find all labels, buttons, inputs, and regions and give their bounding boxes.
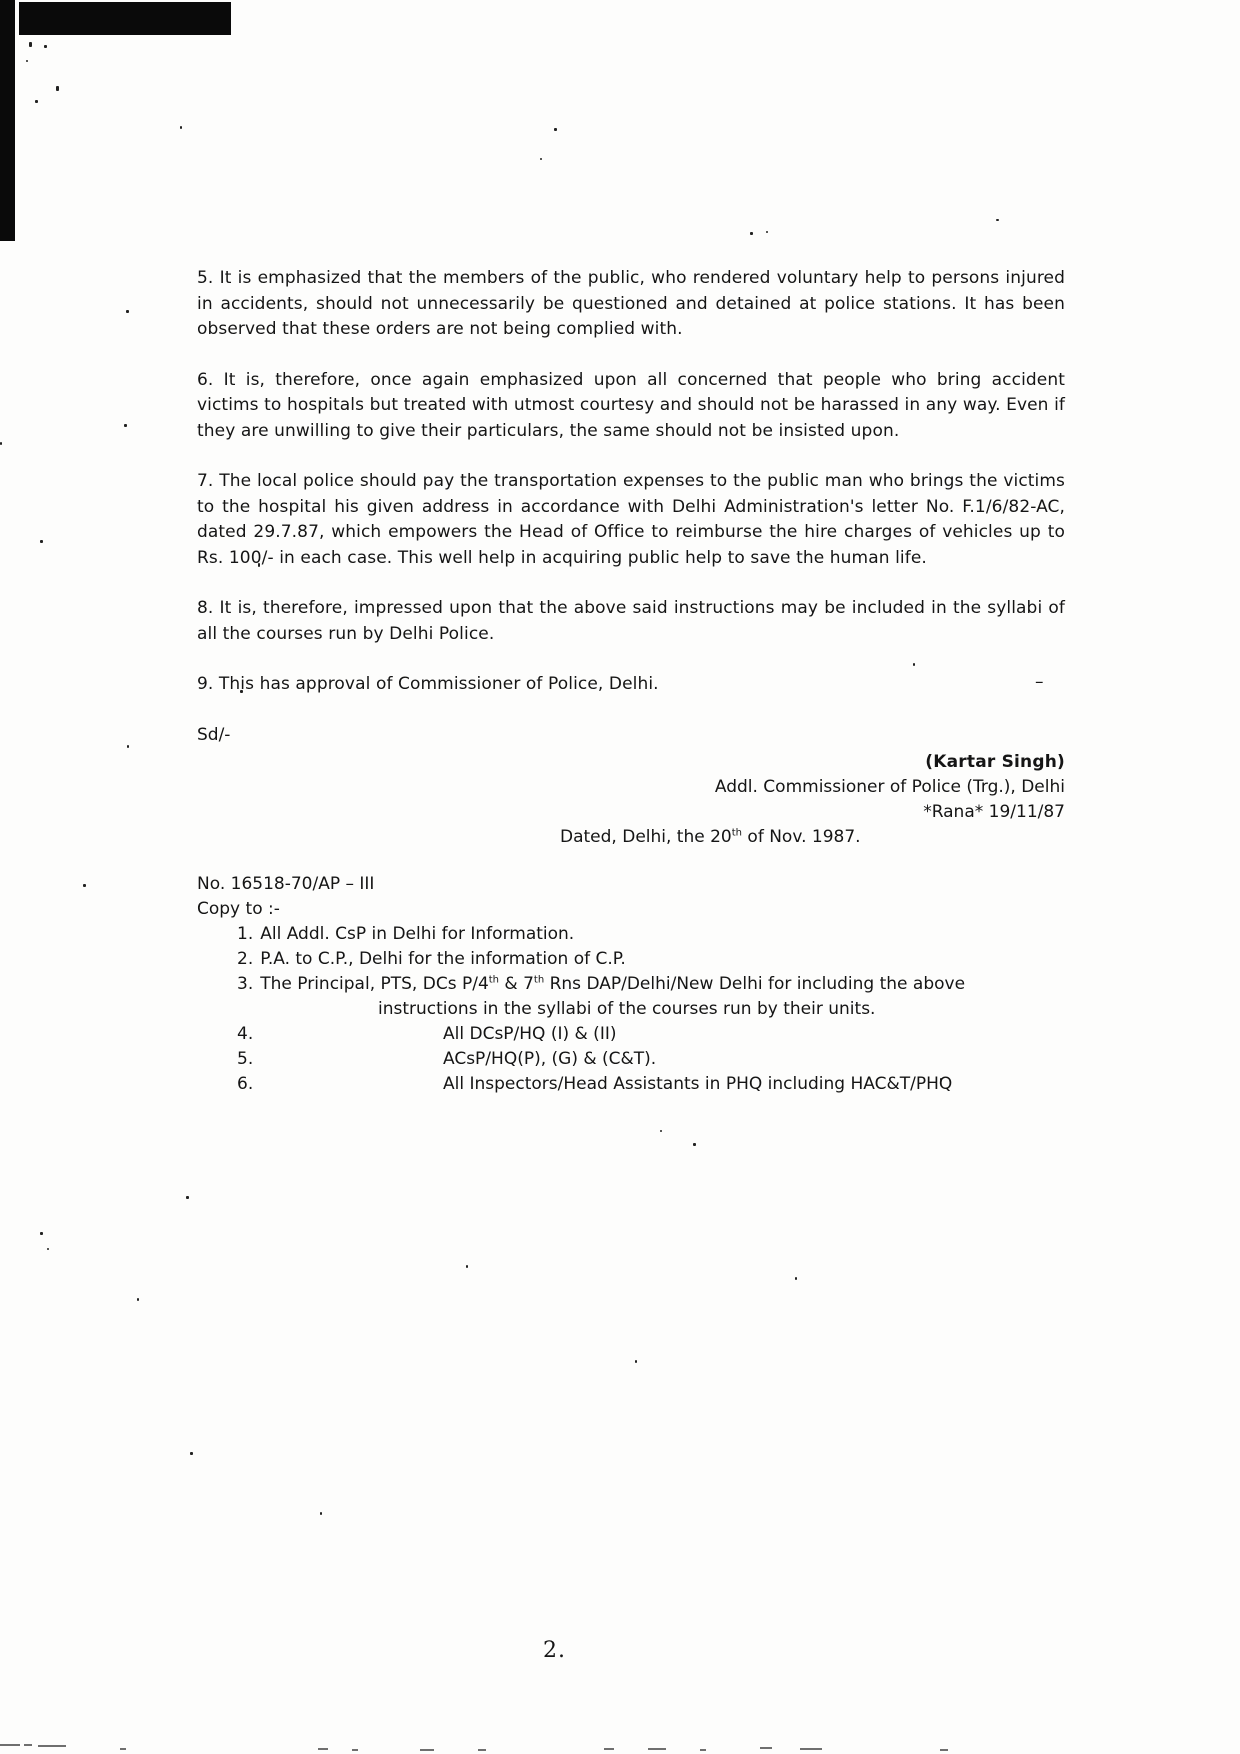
copy-item-number: 3. — [237, 973, 254, 994]
scan-speck — [137, 1298, 139, 1301]
date-superscript: th — [731, 826, 743, 838]
signature-block — [197, 750, 1065, 825]
scan-bottom-dash — [420, 1749, 434, 1751]
scan-speck — [40, 540, 43, 543]
copy-item-number: 4. — [237, 1023, 254, 1044]
paragraph-7: 7. The local police should pay the transportation expenses to the public man who brings the victims to the hospital his given address in accordance with Delhi Administration's letter No. F.1/6/82-AC, dated 29.7.87, which empowers the Head of Office to reimburse the hire charges of vehicles up to Rs. 100/- in each case. This well help in acquiring public help to save the human life. — [197, 471, 1065, 568]
scan-speck — [996, 219, 999, 221]
scan-speck — [540, 158, 542, 160]
copy-item-number: 5. — [237, 1048, 254, 1069]
scan-speck — [56, 86, 59, 91]
scan-speck — [320, 1512, 322, 1515]
copy-item-text: P.A. to C.P., Delhi for the information of C.P. — [260, 948, 626, 969]
scan-bottom-dash — [940, 1749, 948, 1751]
scan-speck — [190, 1452, 193, 1455]
scan-speck — [47, 1248, 49, 1250]
scan-speck — [635, 1360, 637, 1363]
scan-bottom-dash — [478, 1749, 486, 1751]
date-line-text: Dated, Delhi, the 20 — [560, 826, 732, 847]
copy-item-text: ACsP/HQ(P), (G) & (C&T). — [443, 1048, 657, 1069]
page-number: 2. — [543, 1638, 566, 1663]
scan-speck — [466, 1265, 468, 1268]
date-line-rest: of Nov. 1987. — [742, 826, 861, 847]
copy-item-2 — [197, 947, 1065, 972]
scan-dash-mark: – — [1035, 672, 1044, 692]
scan-black-bar — [0, 0, 15, 241]
copy-item-3-mid: & 7 — [499, 973, 534, 994]
copy-item-1 — [197, 922, 1065, 947]
paragraph-8: 8. It is, therefore, impressed upon that the above said instructions may be included in the syllabi of all the courses run by Delhi Police. — [197, 598, 1065, 644]
scan-speck — [83, 884, 86, 887]
sd-notation: Sd/- — [197, 724, 231, 745]
copy-item-text: All Inspectors/Head Assistants in PHQ including HAC&T/PHQ — [443, 1073, 953, 1094]
scan-speck — [795, 1277, 797, 1280]
copy-item-3-continuation: instructions in the syllabi of the courses run by their units. — [378, 998, 876, 1019]
copy-item-5 — [197, 1047, 1065, 1072]
copy-item-text — [260, 972, 965, 997]
letter-body — [197, 266, 1065, 1097]
reference-number: No. 16518-70/AP – III — [197, 873, 375, 894]
scan-speck — [44, 45, 47, 48]
scan-bottom-dash — [120, 1748, 126, 1750]
copy-item-3 — [197, 972, 1065, 997]
copy-to-label: Copy to :- — [197, 898, 280, 919]
scan-bottom-dash — [0, 1744, 20, 1746]
copy-item-4 — [197, 1022, 1065, 1047]
signatory-name: (Kartar Singh) — [925, 751, 1065, 772]
scan-bottom-dash — [800, 1748, 822, 1750]
copy-item-3-pre: The Principal, PTS, DCs P/4 — [260, 973, 489, 994]
copy-item-3-post: Rns DAP/Delhi/New Delhi for including the above — [544, 973, 966, 994]
scan-speck — [124, 424, 127, 427]
scan-black-strip — [19, 2, 231, 35]
steno-mark: *Rana* 19/11/87 — [923, 801, 1065, 822]
scan-speck — [180, 126, 182, 129]
scan-speck — [26, 60, 28, 62]
copy-item-text: All Addl. CsP in Delhi for Information. — [260, 923, 575, 944]
scan-speck — [766, 231, 768, 233]
copy-item-3-sup1: th — [488, 973, 500, 985]
copy-item-number: 1. — [237, 923, 254, 944]
scan-bottom-dash — [760, 1747, 772, 1749]
scan-bottom-dash — [352, 1749, 358, 1751]
scan-bottom-dash — [604, 1748, 614, 1750]
copy-item-3-sup2: th — [533, 973, 545, 985]
scan-speck — [40, 1232, 43, 1235]
paragraph-6: 6. It is, therefore, once again emphasized upon all concerned that people who bring accident victims to hospitals but treated with utmost courtesy and should not be harassed in any way. Even if they are unwilling to give their particulars, the same should not be insisted upon. — [197, 369, 1065, 441]
copy-item-number: 2. — [237, 948, 254, 969]
scan-speck — [554, 128, 557, 131]
scan-speck — [693, 1143, 696, 1146]
scan-speck — [660, 1130, 662, 1132]
scan-speck — [186, 1196, 189, 1199]
scan-speck — [126, 310, 129, 313]
scan-bottom-dash — [24, 1744, 32, 1746]
copy-item-text: All DCsP/HQ (I) & (II) — [443, 1023, 617, 1044]
scan-speck — [29, 42, 32, 47]
signatory-title: Addl. Commissioner of Police (Trg.), Delhi — [714, 776, 1065, 797]
copy-item-6 — [197, 1072, 1065, 1097]
copy-item-number: 6. — [237, 1073, 254, 1094]
scan-speck — [750, 232, 753, 235]
scan-bottom-dash — [38, 1745, 66, 1747]
scan-bottom-dash — [648, 1748, 666, 1750]
date-line — [560, 825, 1065, 850]
scan-bottom-dash — [318, 1748, 328, 1750]
scan-speck — [0, 442, 2, 445]
paragraph-9: 9. This has approval of Commissioner of Police, Delhi. — [197, 674, 659, 694]
paragraph-5: 5. It is emphasized that the members of the public, who rendered voluntary help to persons injured in accidents, should not unnecessarily be questioned and detained at police stations. It has been observed that these orders are not being complied with. — [197, 268, 1065, 339]
scan-speck — [35, 100, 38, 103]
scan-speck — [127, 745, 129, 748]
scan-bottom-dash — [700, 1749, 706, 1751]
